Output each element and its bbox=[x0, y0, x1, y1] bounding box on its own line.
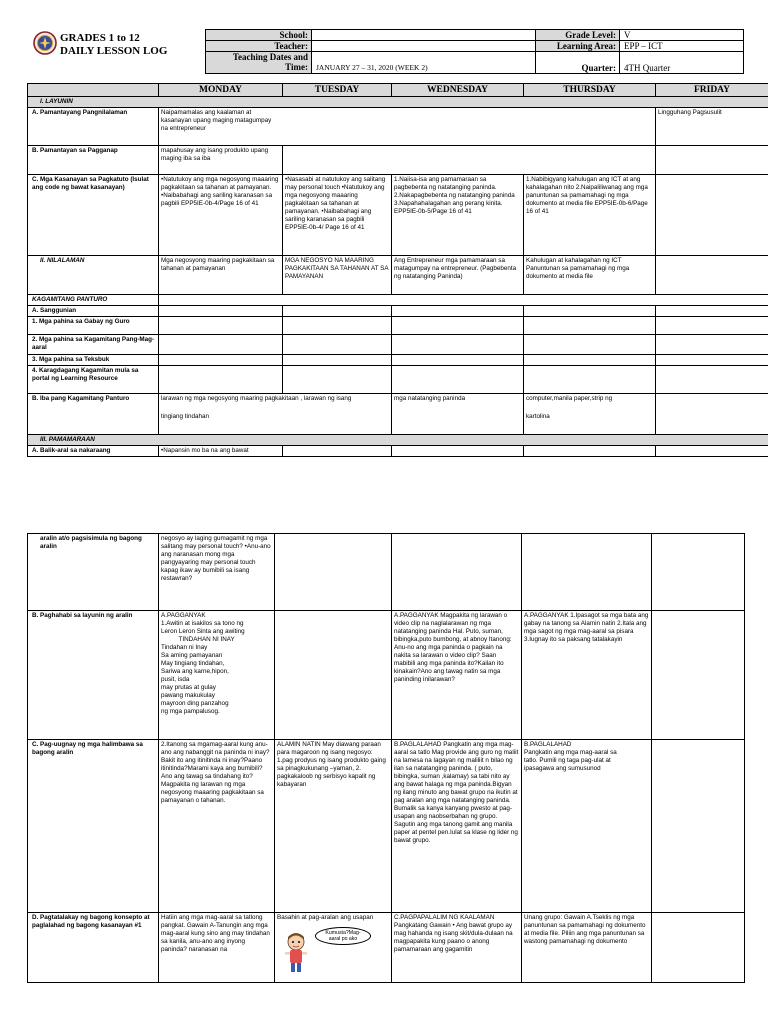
cell-empty bbox=[656, 317, 768, 335]
row-label-nilalaman: II. NILALAMAN bbox=[28, 256, 159, 295]
cell-empty bbox=[159, 355, 283, 366]
grade-level-label: Grade Level: bbox=[536, 30, 620, 41]
row-label-teksbuk: 3. Mga pahina sa Teksbuk bbox=[28, 355, 159, 366]
teaching-dates-label: Teaching Dates and Time: bbox=[206, 52, 312, 74]
header-info-table bbox=[205, 29, 744, 74]
lesson-log-table-page2 bbox=[27, 533, 745, 983]
form-title-line2: DAILY LESSON LOG bbox=[60, 45, 168, 57]
cell-kagamitang-panturo bbox=[159, 295, 768, 306]
cell-empty bbox=[656, 335, 768, 355]
cell-empty bbox=[652, 534, 745, 611]
cell-empty bbox=[392, 446, 524, 457]
cell-empty bbox=[524, 446, 656, 457]
day-header-thursday: THURSDAY bbox=[524, 84, 656, 97]
cell-nilalaman-friday bbox=[656, 256, 768, 295]
quarter-label: Quarter: bbox=[536, 52, 620, 74]
cell-empty bbox=[392, 355, 524, 366]
row-label-pamantayang-pangnilalaman: A. Pamantayang Pangnilalaman bbox=[28, 108, 159, 146]
cell-pagtatalakay-thursday: Unang grupo: Gawain A.Tseklis ng mga panuntunan sa pamamahagi ng dokumento at media file. Piliin ang mga panuntunan sa wastong pamamahagi ng dokumento bbox=[522, 913, 652, 983]
cell-empty bbox=[392, 335, 524, 355]
cell-paghahabi-friday bbox=[652, 611, 745, 740]
row-label-pamantayan-pagganap: B. Pamantayan sa Pagganap bbox=[28, 146, 159, 175]
cell-nilalaman-monday: Mga negosyong maaring pagkakitaan sa tahanan at pamayanan bbox=[159, 256, 283, 295]
cell-balik-monday: •Napansin mo ba na ang bawat bbox=[159, 446, 283, 457]
cell-empty bbox=[283, 317, 392, 335]
quarter-value: 4TH Quarter bbox=[620, 52, 744, 74]
cell-pagtatalakay-tuesday: Basahin at pag-aralan ang usapan Kumusta?Mag-aaral po ako bbox=[275, 913, 392, 983]
cell-empty bbox=[656, 446, 768, 457]
cell-empty bbox=[283, 335, 392, 355]
cell-pag-uugnay-wednesday: B.PAGLALAHAD Pangkatin ang mga mag-aaral sa tatlo Mag provide ang guro ng maliit na lamesa na lagayan ng maliliit n bilao ng ilan sa natatanging paninda. ( puto, bibingka, suman ,kalamay) sa tabi nito ay ang bawat halaga ng mga paninda.Bigyan ng ilang minuto ang bawat grupo na ikutin at pag aralan ang mga natatanging paninda. Bumalik sa kanya kanyang pwesto at pag-usapan ang naobserbahan ng grupo. Sagutin ang mga tanong gamit ang manila paper at pentel pen.Iulat sa klase ng lider ng bawat grupo. bbox=[392, 740, 522, 913]
lesson-log-table-page1 bbox=[27, 83, 768, 457]
cell-paghahabi-thursday: A.PAGGANYAK 1.Ipasagot sa mga bata ang gabay na tanong sa Alamin natin 2.Itala ang mga sagot ng mga mag-aaral sa pisara 3.Iugnay ito sa paksang tatalakayin bbox=[522, 611, 652, 740]
day-header-monday: MONDAY bbox=[159, 84, 283, 97]
teaching-dates-value: JANUARY 27 – 31, 2020 (WEEK 2) bbox=[312, 52, 536, 74]
row-label-balik-aral: A. Balik-aral sa nakaraang bbox=[28, 446, 159, 457]
cell-empty bbox=[283, 355, 392, 366]
cell-iba-thursday: computer,manila paper,strip ng kartolina bbox=[524, 394, 656, 435]
row-label-kagamitang-panturo: KAGAMITANG PANTURO bbox=[28, 295, 159, 306]
cell-pamantayang-pangnilalaman: Naipamamalas ang kaalaman at kasanayan upang maging matagumpay na entrepreneur bbox=[159, 108, 656, 146]
cell-empty bbox=[283, 446, 392, 457]
cell-pagtatalakay-wednesday: C.PAGPAPALALIM NG KAALAMAN Pangkatang Gawain • Ang bawat grupo ay mag hahanda ng isang skit/dula-dulaan na magpapakita kung paano o anong pamamaraan ang gagamitin bbox=[392, 913, 522, 983]
row-label-kasanayan: C. Mga Kasanayan sa Pagkatuto (Isulat ang code ng bawat kasanayan) bbox=[28, 175, 159, 256]
cell-empty bbox=[392, 317, 524, 335]
cell-kasanayan-friday bbox=[656, 175, 768, 256]
row-label-karagdagang-kagamitan: 4. Karagdagang Kagamitan mula sa portal ng Learning Resource bbox=[28, 366, 159, 394]
cell-empty bbox=[159, 306, 283, 317]
cell-empty bbox=[392, 306, 524, 317]
cell-empty bbox=[524, 355, 656, 366]
row-label-pagtatalakay: D. Pagtatalakay ng bagong konsepto at paglalahad ng bagong kasanayan #1 bbox=[28, 913, 159, 983]
cell-nilalaman-wednesday: Ang Entrepreneur mga pamamaraan sa matagumpay na entrepreneur. (Pagbebenta ng natatanging Paninda) bbox=[392, 256, 524, 295]
cell-iba-friday bbox=[656, 394, 768, 435]
deped-seal-logo bbox=[33, 31, 57, 55]
cell-pagganap-monday: mapahusay ang isang produkto upang maging iba sa iba bbox=[159, 146, 283, 175]
cell-pagganap-empty bbox=[283, 146, 656, 175]
cell-kasanayan-thursday: 1.Nabibigyang kahulugan ang ICT at ang kahalagahan nito 2.Naipaliliwanag ang mga panuntunan sa pamamahagi ng mga dokumento at media file EPP5IE-0b-6/Page 16 of 41 bbox=[524, 175, 656, 256]
learning-area-value: EPP – ICT bbox=[620, 41, 744, 52]
cell-empty bbox=[392, 366, 524, 394]
form-title-line1: GRADES 1 to 12 bbox=[60, 32, 140, 44]
teacher-label: Teacher: bbox=[206, 41, 312, 52]
day-header-friday: FRIDAY bbox=[656, 84, 768, 97]
grade-level-value: V bbox=[620, 30, 744, 41]
day-header-tuesday: TUESDAY bbox=[283, 84, 392, 97]
cell-pagtatalakay-friday bbox=[652, 913, 745, 983]
cell-kasanayan-wednesday: 1.Naiisa-isa ang pamamaraan sa pagbebenta ng natatanging paninda. 2.Nakapagbebenta ng natatanging paninda 3.Napahahalagahan ang perang kinita. EPP5IE-0b-5/Page 16 of 41 bbox=[392, 175, 524, 256]
cell-kasanayan-tuesday: •Nasasabi at natutukoy ang salitang may personal touch •Natutukoy ang mga negosyong maaaring pagkakitaan sa tahanan at pamayanan. •Naibabahagi ang sariling karanasan sa pagbili EPP5IE-0b-4/ Page 16 of 41 bbox=[283, 175, 392, 256]
row-label-pag-uugnay: C. Pag-uugnay ng mga halimbawa sa bagong aralin bbox=[28, 740, 159, 913]
cell-empty bbox=[392, 534, 522, 611]
cell-empty bbox=[524, 306, 656, 317]
day-header-blank bbox=[28, 84, 159, 97]
cell-kasanayan-monday: •Natutukoy ang mga negosyong maaaring pagkakitaan sa tahanan at pamayanan. •Naibabahagi ang sariling karanasan sa pagbili EPP5IE-0b-4/Page 16 of 41 bbox=[159, 175, 283, 256]
row-label-gabay-guro: 1. Mga pahina sa Gabay ng Guro bbox=[28, 317, 159, 335]
cell-balik-monday-cont: negosyo ay laging gumagamit ng mga salitang may personal touch? •Anu-ano ang naranasan mong mga pangyayaring may personal touch kapag ikaw ay bumibili sa isang restawran? bbox=[159, 534, 275, 611]
cell-pag-uugnay-tuesday: ALAMIN NATIN May diawang paraan para magaroon ng isang negosyo: 1.pag prodyus ng isang produkto gaing sa pinagkukunang –yaman, 2. pagkakaloob ng serbisyo kapalit ng kabayaran bbox=[275, 740, 392, 913]
cell-pag-uugnay-friday bbox=[652, 740, 745, 913]
cell-empty bbox=[159, 335, 283, 355]
cell-empty bbox=[283, 306, 392, 317]
school-label: School: bbox=[206, 30, 312, 41]
speech-bubble: Kumusta?Mag-aaral po ako bbox=[315, 927, 371, 945]
section-pamamaraan: III. PAMAMARAAN bbox=[28, 435, 768, 446]
school-value bbox=[312, 30, 536, 41]
cell-pagtatalakay-monday: Hatiin ang mga mag-aaral sa tatlong pangkat. Gawain A-Tanungin ang mga mag-aaral kung sino ang may tindahan sa kanila, anu-ano ang inyong paninda? naranasan na bbox=[159, 913, 275, 983]
cell-empty bbox=[656, 355, 768, 366]
row-label-pagsisimula-aralin: aralin at/o pagsisimula ng bagong aralin bbox=[28, 534, 159, 611]
section-layunin: I. LAYUNIN bbox=[28, 97, 768, 108]
cell-empty bbox=[524, 366, 656, 394]
cell-empty bbox=[159, 366, 283, 394]
row-label-iba-pang-kagamitan: B. Iba pang Kagamitang Panturo bbox=[28, 394, 159, 435]
cell-paghahabi-wednesday: A.PAGGANYAK Magpakita ng larawan o video clip na naglalarawan ng mga natatanging paninda Hal. Puto, suman, bibingka,puto bumbong, at abnoy Itanong: Anu-no ang mga paninda o pagkain na nakita sa larawan o video clip? Saan mabibili ang mga paninda ito?Kailan ito kinakain?Ano ang tawag natin sa mga paninding inilarawan? bbox=[392, 611, 522, 740]
cell-pag-uugnay-monday: 2.Itanong sa mgamag-aaral kung anu-ano ang nabanggit na paninda ni inay?Bakit ito ang itinitinda ni inay?Paano itinitinda?Marami kaya ang bumibili?Ano ang tawag sa tindahang ito? Magpakita ng larawan ng mga negosyong maaaring pagkakitaan sa pamayanan o tahanan. bbox=[159, 740, 275, 913]
day-header-wednesday: WEDNESDAY bbox=[392, 84, 524, 97]
cell-nilalaman-tuesday: MGA NEGOSYO NA MAARING PAGKAKITAAN SA TAHANAN AT SA PAMAYANAN bbox=[283, 256, 392, 295]
cell-paghahabi-tuesday bbox=[275, 611, 392, 740]
cell-empty bbox=[524, 335, 656, 355]
cell-empty bbox=[283, 366, 392, 394]
cell-empty bbox=[656, 306, 768, 317]
cell-empty bbox=[275, 534, 392, 611]
teacher-value bbox=[312, 41, 536, 52]
cell-empty bbox=[524, 317, 656, 335]
cell-empty bbox=[159, 317, 283, 335]
cell-pagganap-friday bbox=[656, 146, 768, 175]
student-cartoon-icon bbox=[281, 931, 311, 977]
cell-iba-wednesday: mga natatanging paninda bbox=[392, 394, 524, 435]
cell-iba-monday: larawan ng mga negosyong maaring pagkakitaan , larawan ng isang tingiang tindahan bbox=[159, 394, 392, 435]
row-label-paghahabi-layunin: B. Paghahabi sa layunin ng aralin bbox=[28, 611, 159, 740]
cell-pag-uugnay-thursday: B.PAGLALAHAD Pangkatin ang mga mag-aaral sa tatlo. Pumili ng taga pag-ulat at ipasagawa ang sumusunod bbox=[522, 740, 652, 913]
cell-empty bbox=[522, 534, 652, 611]
row-label-sanggunian: A. Sanggunian bbox=[28, 306, 159, 317]
learning-area-label: Learning Area: bbox=[536, 41, 620, 52]
cell-nilalaman-thursday: Kahulugan at kahalagahan ng ICT Panuntunan sa pamamahagi ng mga dokumento at media file bbox=[524, 256, 656, 295]
row-label-kagamitang-mag-aaral: 2. Mga pahina sa Kagamitang Pang-Mag-aaral bbox=[28, 335, 159, 355]
cell-friday-pagsusulit: Lingguhang Pagsusulit bbox=[656, 108, 768, 146]
cell-paghahabi-monday: A.PAGGANYAK 1.Awitin at isakilos sa tono ng Leron Leron Sinta ang awiting TINDAHAN NI INAY Tindahan ni Inay Sa aming pamayanan May tingiang tindahan, Sariwa ang karne,hipon, pusit, isda may prutas at gulay pawang makukulay mayroon ding panzahog ng mga pampalusog. bbox=[159, 611, 275, 740]
cell-empty bbox=[656, 366, 768, 394]
